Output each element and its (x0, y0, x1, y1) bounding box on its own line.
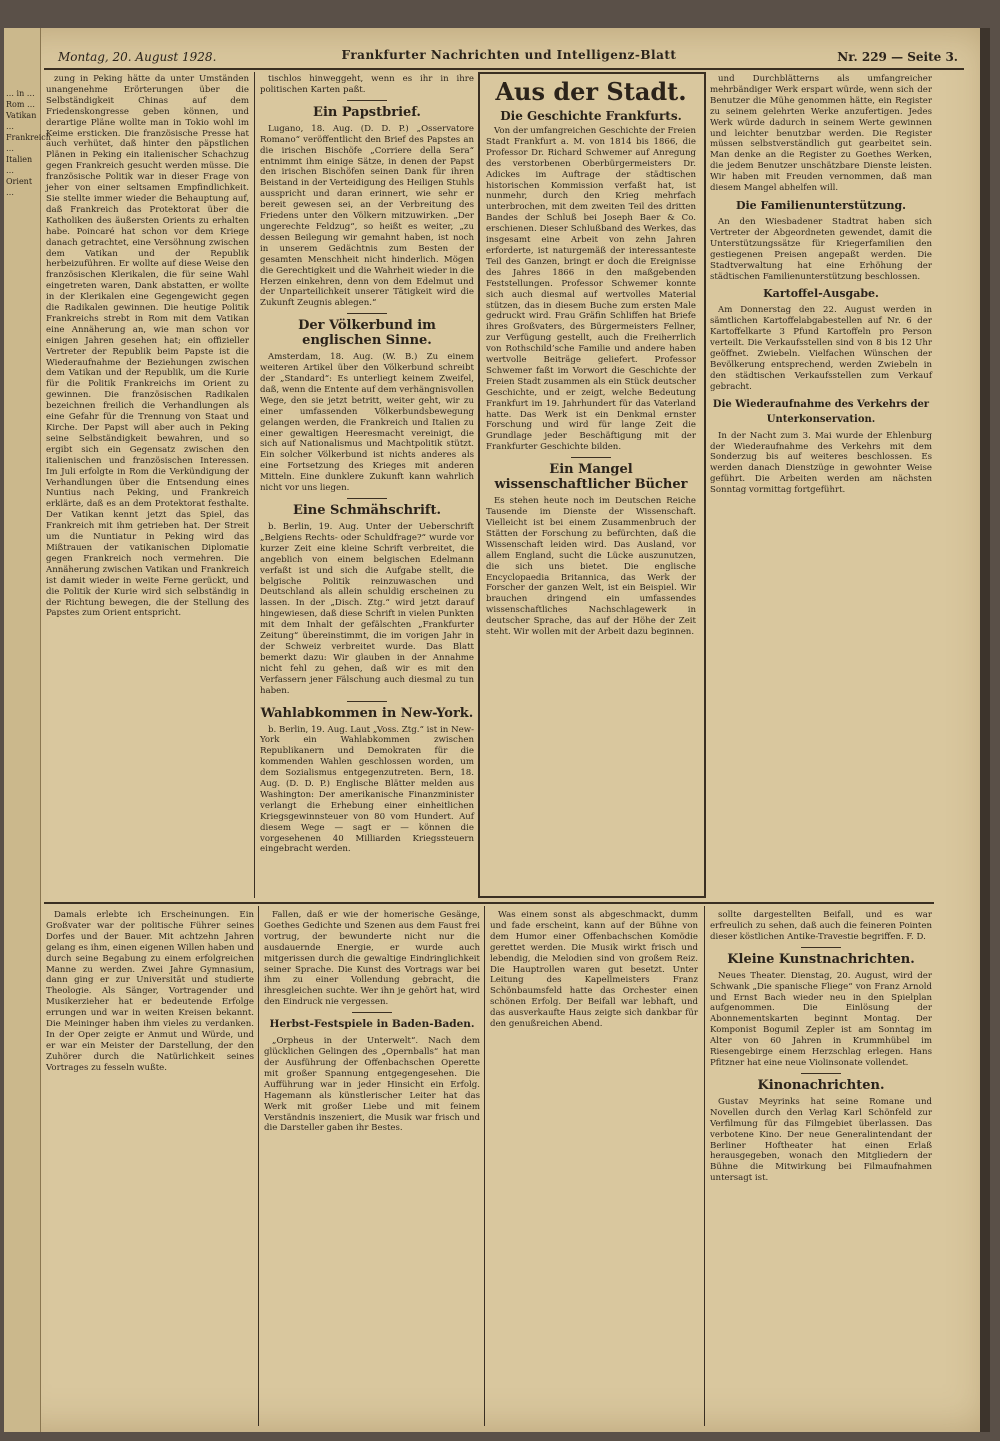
article-text-buecher: Es stehen heute noch im Deutschen Reiche Tausende im Dienste der Wissenschaft. Vielleicht ist bei einem Zusammenbruch der Stätten der Forschung zu befürchten, daß die Wissenschaft leiden wird. Das Ausland, vor allem England, sucht die Lücke auszunutzen, die sich uns bietet. Die englische Encyclopaedia Britannica, das Werk der Forscher der ganzen Welt, ist ein Beispiel. Wir brauchen dringend ein umfassendes wissenschaftliches Nachschlagewerk in deutscher Sprache, das auf der Höhe der Zeit steht. Wir wollen mit der Arbeit dazu beginnen. (486, 496, 696, 638)
column-1 (46, 74, 249, 894)
separator (347, 498, 387, 499)
article-title-verkehr: Die Wiederaufnahme des Verkehrs der Unterkonservation. (712, 398, 930, 425)
section-title-aus-der-stadt: Aus der Stadt. (495, 77, 687, 106)
article-text-wahlabkommen: b. Berlin, 19. Aug. Laut „Voss. Ztg.“ ist in New-York ein Wahlabkommen zwischen Republikanern und Demokraten für die kommenden Wahlen geschlossen worden, um dem Sozialismus entgegenzutreten. Bern, 18. Aug. (D. D. P.) Englische Blätter melden aus Washington: Der amerikanische Finanzminister verlangt die Erhebung einer einheitlichen Kriegsgewinnsteuer von 80 vom Hundert. Auf diesem Wege — sagt er — können die vorgesehenen 40 Milliarden Kriegssteuern eingebracht werden. (260, 724, 474, 855)
column-4 (710, 74, 932, 894)
article-title-schmaehschrift: Eine Schmähschrift. (292, 503, 442, 518)
column-1-text: zung in Peking hätte da unter Umständen unangenehme Erörterungen über die Selbständigkeit Chinas auf dem Friedenskongresse geben können, und derartige Pläne wollte man in Tokio wohl im Keime ersticken. Die französische Presse hat auch verhütet, daß hinter den päpstlichen Plänen in Peking ein italienischer Schachzug gegen Frankreich gesucht werden müsse. Die französische Politik war in dieser Frage von jeher von einer seltsamen Empfindlichkeit. Sie stellte immer wieder die Behauptung auf, daß Frankreich das Protektorat über die Katholiken des äußersten Orients zu erhalten habe. Poincaré hat schon vor dem Kriege danach getrachtet, eine Versöhnung zwischen dem Vatikan und der Republik herbeizuführen. Er wollte auf diese Weise den französischen Klerikalen, die für seine Wahl eingetreten waren, Dank abstatten, er wollte in der Klerikalen eine Gegengewicht gegen die Radikalen gewinnen. Die heutige Politik Frankreichs strebt in Rom mit dem Vatikan eine Annäherung an, wie man schon vor einigen Jahren gesehen hat; ein offizieller Vertreter der Republik beim Papste ist die Wiederaufnahme der Beziehungen zwischen dem Vatikan und der Republik, um die Kurie für die Politik Frankreichs im Orient zu gewinnen. Die französischen Radikalen bezeichnen freilich die Verhandlungen als eine Gefahr für die Trennung von Staat und Kirche. Der Papst will aber auch in Peking seine Selbständigkeit bewahren, und so ergibt sich ein Gegensatz zwischen den italienischen und französischen Interessen. Im Juli erfolgte in Rom die Verkündigung der Verhandlungen über die Entsendung eines Nuntius nach Peking, und Frankreich erklärte, daß es an dem Protektorat festhalte. Der Vatikan kennt jetzt das Spiel, das Frankreich mit ihm getrieben hat. Der Streit um die Nuntiatur in Peking wird das Mißtrauen der vatikanischen Diplomatie gegen Frankreich noch vermehren. Die Annäherung zwischen Vatikan und Frankreich ist damit wieder in weite Ferne gerückt, und die Politik der Kurie wird sich selbständig in der Richtung bewegen, die der Stellung des Papstes zum Orient entspricht. (46, 74, 249, 619)
separator (347, 100, 387, 101)
page-header (44, 46, 964, 70)
bottom-column-4 (710, 910, 932, 1426)
bottom-column-1-text: Damals erlebte ich Erscheinungen. Ein Großvater war der politische Führer seines Dorfes und der Bauer. Mit achtzehn Jahren gelang es ihm, einen eigenen Willen haben und durch seine Begabung zu einem erfolgreichen Manne zu werden. Zwei Jahre Gymnasium, dann ging er zur Universität und studierte Theologie. Als Sänger, Vortragender und Musikerzieher hat er bedeutende Erfolge errungen und war in weiten Kreisen bekannt. Die Meininger haben ihm vieles zu verdanken. In der Oper zeigte er Anmut und Würde, und er war ein Meister der Darstellung, der den Zuhörer durch die Natürlichkeit seines Vortrages zu fesseln wußte. (46, 910, 254, 1073)
article-text-kunstnachrichten: Neues Theater. Dienstag, 20. August, wird der Schwank „Die spanische Fliege“ von Franz Arnold und Ernst Bach wieder neu in den Spielplan aufgenommen. Die Einlösung der Abonnementskarten beginnt Montag. Der Komponist Bogumil Zepler ist am Sonntag im Alter von 60 Jahren in Krummhübel im Riesengebirge einem Herzschlag erlegen. Hans Pfitzner hat eine neue Violinsonate vollendet. (710, 970, 932, 1068)
article-title-buecher: Ein Mangel wissenschaftlicher Bücher (494, 462, 688, 493)
column-rule (254, 72, 255, 898)
previous-page-edge (4, 28, 51, 1432)
separator (801, 947, 841, 948)
bottom-column-1 (46, 910, 254, 1426)
feuilleton-rule (44, 902, 934, 904)
article-text-familienunterstuetzung: An den Wiesbadener Stadtrat haben sich Vertreter der Abgeordneten gewendet, damit die Unterstützungssätze für Kriegerfamilien den gestiegenen Preisen angepaßt werden. Die Stadtverwaltung hat eine Erhöhung der städtischen Familienunterstützung beschlossen. (710, 216, 932, 282)
article-text-geschichte-frankfurts: Von der umfangreichen Geschichte der Freien Stadt Frankfurt a. M. von 1814 bis 1866, die Professor Dr. Richard Schwemer auf Anregung des verstorbenen Oberbürgermeisters Dr. Adickes im Auftrage der städtischen historischen Kommission verfaßt hat, ist nunmehr, durch den Krieg mehrfach unterbrochen, mit dem zweiten Teil des dritten Bandes der Schluß bei Joseph Baer & Co. erschienen. Dieser Schlußband des Werkes, das insgesamt eine Arbeit von zehn Jahren erforderte, ist naturgemäß der interessanteste Teil des Ganzen, bringt er doch die Ereignisse des Jahres 1866 in den maßgebenden Feststellungen. Professor Schwemer konnte sich auch diesmal auf wertvolles Material stützen, das in diesem Buche zum ersten Male gedruckt wird. Frau Gräfin Schliffen hat Briefe ihres Großvaters, des Bürgermeisters Fellner, zur Verfügung gestellt, auch die Freiherrlich von Rothschild’sche Familie und andere haben wertvolle Beiträge geliefert. Professor Schwemer faßt im Vorwort die Geschichte der Freien Stadt zusammen als ein Stück deutscher Geschichte, und er zeigt, welche Bedeutung Frankfurt im 19. Jahrhundert für das Vaterland hatte. Das Werk ist ein Denkmal ernster Forschung und wird für lange Zeit die Grundlage jeder Beschäftigung mit der Frankfurter Geschichte bilden. (486, 126, 696, 453)
article-text-kartoffel: Am Donnerstag den 22. August werden in sämtlichen Kartoffelabgabestellen auf Nr. 6 der Kartoffelkarte 3 Pfund Kartoffeln pro Person verteilt. Die Verkaufsstellen sind von 8 bis 12 Uhr geöffnet. Zwiebeln. Vielfachen Wünschen der Bevölkerung entsprechend, werden Zwiebeln in den städtischen Verkaufsstellen zum Verkauf gebracht. (710, 305, 932, 392)
header-date: Montag, 20. August 1928. (58, 50, 217, 64)
bottom-column-3 (490, 910, 698, 1426)
newspaper-page (4, 28, 990, 1432)
column-2 (260, 74, 474, 894)
separator (347, 313, 387, 314)
article-title-voelkerbund: Der Völkerbund im englischen Sinne. (298, 318, 436, 349)
article-text-voelkerbund: Amsterdam, 18. Aug. (W. B.) Zu einem weiteren Artikel über den Völkerbund schreibt der „Standard“: Es unterliegt keinem Zweifel, daß, wenn die Entente auf dem verhängnisvollen Wege, den sie jetzt betritt, weiter geht, wir zu einer umfassenden Völkerbundsbewegung gelangen werden, die Frankreich und Italien zu einer gewaltigen Heeresmacht vereinigt, die sich auf Nationalismus und Machtpolitik stützt. Ein solcher Völkerbund ist nichts anderes als eine Fortsetzung des Krieges mit anderen Mitteln. Eine dunklere Zukunft kann wahrlich nicht vor uns liegen. (260, 352, 474, 494)
article-text-festspiele: „Orpheus in der Unterwelt“. Nach dem glücklichen Gelingen des „Opernballs“ hat man der Ausführung der Offenbachschen Operette mit großer Spannung entgegengesehen. Die Aufführung war in jeder Hinsicht ein Erfolg. Hagemann als künstlerischer Leiter hat das Werk mit großer Liebe und mit feinem Verständnis inszeniert, die Musik war frisch und die Darsteller gaben ihr Bestes. (264, 1036, 480, 1134)
separator (352, 1012, 392, 1013)
page-number: Nr. 229 — Seite 3. (837, 50, 958, 64)
masthead: Frankfurter Nachrichten und Intelligenz-Blatt (341, 48, 677, 62)
article-text-papstbrief: Lugano, 18. Aug. (D. D. P.) „Osservatore Romano“ veröffentlicht den Brief des Papstes an die irischen Bischöfe „Corriere della Sera“ entnimmt ihm einige Sätze, in denen der Papst den irischen Bischöfen seinen Dank für ihren Beistand in der Verteidigung des Heiligen Stuhls ausspricht und daran erinnert, wie sehr er bereit gewesen sei, an der Verbreitung des Friedens unter den Völkern mitzuwirken. „Der ungerechte Feldzug“, so heißt es weiter, „zu dessen Beilegung wir gemahnt haben, ist noch in unserem Gedächtnis zum Besten der gesamten Menschheit nicht hinderlich. Mögen die Gerechtigkeit und die Wahrheit wieder in die Herzen einkehren, denn von dem Edelmut und der Unparteilichkeit unserer Tätigkeit wird die Zukunft Zeugnis ablegen.“ (260, 123, 474, 309)
column-rule (704, 906, 705, 1426)
article-title-kunstnachrichten: Kleine Kunstnachrichten. (727, 951, 915, 967)
article-title-kartoffel: Kartoffel-Ausgabe. (763, 287, 879, 301)
bottom-column-3-text: Was einem sonst als abgeschmackt, dumm und fade erscheint, kann auf der Bühne von dem Humor einer Offenbachschen Komödie gerettet werden. Die Musik wirkt frisch und lebendig, die Melodien sind von großem Reiz. Die Hauptrollen waren gut besetzt. Unter Leitung des Kapellmeisters Franz Schönbaumsfeld hatte das Orchester einen schönen Erfolg. Der Beifall war lebhaft, und das ausverkaufte Haus zeigte sich dankbar für den genußreichen Abend. (490, 910, 698, 1030)
column-4-text: und Durchblätterns als umfangreicher mehrbändiger Werk erspart würde, wenn sich der Benutzer die Mühe genommen hätte, ein Register zu seinem gelehrten Werke anzufertigen. Jedes Werk würde dadurch in seinem Werte gewinnen und leichter benutzbar werden. Die Register müssen selbstverständlich gut gearbeitet sein. Man denke an die Register zu Goethes Werken, die jedem Benutzer unschätzbare Dienste leisten. Wir haben mit Freuden vernommen, daß man diesem Mangel abhelfen will. (710, 74, 932, 194)
article-title-wahlabkommen: Wahlabkommen in New-York. (260, 705, 474, 721)
article-text-kinonachrichten: Gustav Meyrinks hat seine Romane und Novellen durch den Verlag Karl Schönfeld zur Verfilmung für das Filmgebiet überlassen. Das verbotene Kino. Der neue Generalintendant der Berliner Hoftheater hat einen Erlaß herausgegeben, wonach den Mitgliedern der Bühne die Mitwirkung bei Filmaufnahmen untersagt ist. (710, 1096, 932, 1184)
article-text-schmaehschrift: b. Berlin, 19. Aug. Unter der Ueberschrift „Belgiens Rechts- oder Schuldfrage?“ wurde vor kurzer Zeit eine kleine Schrift verbreitet, die angeblich von einem belgischen Edelmann verfaßt ist und sich die Aufgabe stellt, die belgische Politik reinzuwaschen und Deutschland als allein schuldig erscheinen zu lassen. In der „Disch. Ztg.“ wird jetzt darauf hingewiesen, daß diese Schrift in vielen Punkten mit dem Inhalt der gefälschten „Frankfurter Zeitung“ übereinstimmt, die im vorigen Jahr in der Schweiz verbreitet wurde. Das Blatt bemerkt dazu: Wir glauben in der Annahme nicht fehl zu gehen, daß wir es mit den Verfassern jener Fälschung auch diesmal zu tun haben. (260, 522, 474, 696)
separator (801, 1073, 841, 1074)
article-title-kinonachrichten: Kinonachrichten. (757, 1077, 885, 1093)
column-rule (484, 906, 485, 1426)
article-text-verkehr: In der Nacht zum 3. Mai wurde der Ehlenburg der Wiederaufnahme des Verkehrs mit dem Sonderzug bis auf weiteres beschlossen. Es werden danach Dienstzüge in gewohnter Weise geführt. Die Arbeiten werden am nächsten Sonntag vormittag fortgeführt. (710, 430, 932, 496)
column-2-intro: tischlos hinweggeht, wenn es ihr in ihre politischen Karten paßt. (260, 74, 474, 95)
bottom-column-4-intro: sollte dargestellten Beifall, und es war erfreulich zu sehen, daß auch die feineren Pointen dieser köstlichen Antike-Travestie begriffen. F. D. (710, 910, 932, 942)
article-title-festspiele: Herbst-Festspiele in Baden-Baden. (269, 1018, 475, 1031)
column-rule (258, 906, 259, 1426)
separator (347, 701, 387, 702)
binding-edge (980, 28, 990, 1432)
left-margin-fragments: … in … Rom … Vatikan … Frankreich … Italien … Orient … (6, 89, 51, 197)
separator (571, 457, 611, 458)
article-title-papstbrief: Ein Papstbrief. (313, 104, 421, 120)
bottom-column-2-text: Fallen, daß er wie der homerische Gesänge, Goethes Gedichte und Szenen aus dem Faust frei vortrug, der bewunderte nicht nur die ausdauernde Energie, er wurde auch mitgerissen durch die gewaltige Eindringlichkeit seiner Sprache. Die Kunst des Vortrags war bei ihm zu einer Vollendung gebracht, die ihresgleichen suchte. Wer ihn je gehört hat, wird den Eindruck nie vergessen. (264, 910, 480, 1008)
article-title-familienunterstuetzung: Die Familienunterstützung. (735, 198, 907, 212)
column-3 (486, 76, 696, 892)
article-title-geschichte-frankfurts: Die Geschichte Frankfurts. (500, 109, 682, 123)
bottom-column-2 (264, 910, 480, 1426)
